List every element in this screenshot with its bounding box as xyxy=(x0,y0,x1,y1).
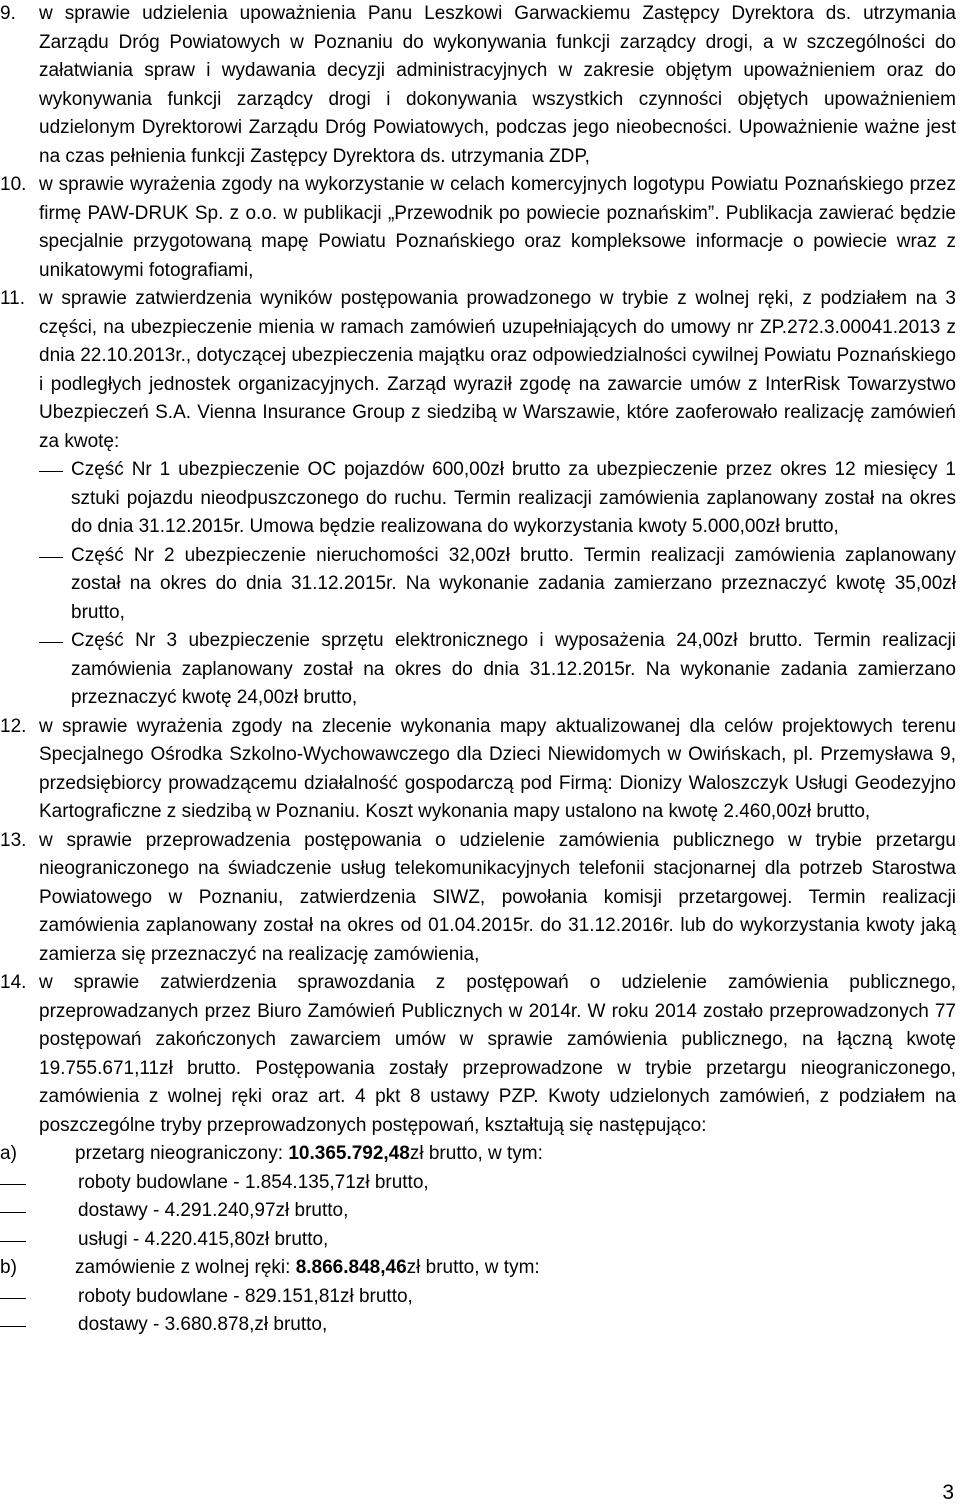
part-item xyxy=(39,456,956,542)
list-item-12 xyxy=(0,713,960,827)
entry-text: dostawy - 4.291.240,97zł brutto, xyxy=(78,1200,349,1221)
dash-bullet-icon xyxy=(39,456,63,485)
breakdown-letter: a) xyxy=(0,1143,17,1164)
item-number: 12. xyxy=(0,715,27,737)
breakdown-entry xyxy=(0,1169,960,1198)
item-text: w sprawie zatwierdzenia wyników postępowania prowadzonego w trybie z wolnej ręki, z podziałem na 3 części, na ubezpieczenie mienia w ramach zamówień uzupełniających do umowy nr ZP.272.3.00041.2013 z dnia 22.10.2013r., dotyczącej ubezpieczenia majątku oraz odpowiedzialności cywilnej Powiatu Poznańskiego i podległych jednostek organizacyjnych. Zarząd wyraził zgodę na zawarcie umów z InterRisk Towarzystwo Ubezpieczeń S.A. Vienna Insurance Group z siedzibą w Warszawie, które zaoferowało realizację zamówień za kwotę: xyxy=(39,288,956,452)
list-item-14 xyxy=(0,969,960,1140)
dash-bullet-icon xyxy=(0,1169,26,1198)
breakdown-letter: b) xyxy=(0,1257,17,1278)
part-item xyxy=(39,542,956,628)
entry-text: usługi - 4.220.415,80zł brutto, xyxy=(78,1228,329,1250)
breakdown-suffix: zł brutto, w tym: xyxy=(406,1257,540,1278)
entry-text: roboty budowlane - 829.151,81zł brutto, xyxy=(78,1285,413,1307)
item-number: 11. xyxy=(0,288,26,309)
breakdown-entry xyxy=(0,1311,960,1340)
entry-text: roboty budowlane - 1.854.135,71zł brutto, xyxy=(78,1171,429,1193)
item-number: 9. xyxy=(0,3,16,24)
item-text: w sprawie przeprowadzenia postępowania o udzielenie zamówienia publicznego w trybie przetargu nieograniczonego na świadczenie usług telekomunikacyjnych telefonii stacjonarnej dla potrzeb Starostwa Powiatowego w Poznaniu, zatwierdzenia SIWZ, powołania komisji przetargowej. Termin realizacji zamówienia zaplanowany został na okres od 01.04.2015r. do 31.12.2016r. lub do wykorzystania kwoty jaką zamierza się przeznaczyć na realizację zamówienia, xyxy=(39,829,956,965)
breakdown-entry xyxy=(0,1226,960,1255)
page-number: 3 xyxy=(942,1480,954,1504)
dash-bullet-icon xyxy=(0,1283,26,1312)
list-item-13 xyxy=(0,827,960,970)
dash-bullet-icon xyxy=(0,1197,26,1226)
item-number: 13. xyxy=(0,829,27,851)
breakdown-amount: 10.365.792,48 xyxy=(288,1143,410,1164)
breakdown-suffix: zł brutto, w tym: xyxy=(409,1143,543,1164)
dash-bullet-icon xyxy=(0,1226,26,1255)
part-text: Część Nr 1 ubezpieczenie OC pojazdów 600,00zł brutto za ubezpieczenie przez okres 12 miesięcy 1 sztuki pojazdu nieodpuszczonego do ruchu. Termin realizacji zamówienia zaplanowany został na okres do dnia 31.12.2015r. Umowa będzie realizowana do wykorzystania kwoty 5.000,00zł brutto, xyxy=(71,459,956,537)
item-number: 14. xyxy=(0,972,27,993)
dash-bullet-icon xyxy=(0,1311,26,1340)
breakdown-label: przetarg nieograniczony: xyxy=(75,1143,289,1164)
list-item-10 xyxy=(0,171,960,285)
breakdown-b xyxy=(0,1254,960,1283)
dash-bullet-icon xyxy=(39,542,63,571)
breakdown-amount: 8.866.848,46 xyxy=(295,1257,407,1278)
part-item xyxy=(39,627,956,713)
breakdown-a xyxy=(0,1140,960,1169)
item-text: w sprawie udzielenia upoważnienia Panu Leszkowi Garwackiemu Zastępcy Dyrektora ds. utrzymania Zarządu Dróg Powiatowych w Poznaniu do wykonywania funkcji zarządcy drogi, a w szczególności do załatwiania spraw i wydawania decyzji administracyjnych w zakresie objętym upoważnieniem oraz do wykonywania funkcji zarządcy drogi i dokonywania wszystkich czynności objętych upoważnieniem udzielonym Dyrektorowi Zarządu Dróg Powiatowych, podczas jego nieobecności. Upoważnienie ważne jest na czas pełnienia funkcji Zastępcy Dyrektora ds. utrzymania ZDP, xyxy=(39,3,956,167)
part-text: Część Nr 3 ubezpieczenie sprzętu elektronicznego i wyposażenia 24,00zł brutto. Termin realizacji zamówienia zaplanowany został na okres do dnia 31.12.2015r. Na wykonanie zadania zamierzano przeznaczyć kwotę 24,00zł brutto, xyxy=(71,630,956,708)
item-text: w sprawie wyrażenia zgody na wykorzystanie w celach komercyjnych logotypu Powiatu Poznańskiego przez firmę PAW-DRUK Sp. z o.o. w publikacji „Przewodnik po powiecie poznańskim”. Publikacja zawierać będzie specjalnie przygotowaną mapę Powiatu Poznańskiego oraz kompleksowe informacje o powiecie wraz z unikatowymi fotografiami, xyxy=(39,174,956,281)
item-text: w sprawie zatwierdzenia sprawozdania z postępowań o udzielenie zamówienia publicznego, przeprowadzanych przez Biuro Zamówień Publicznych w 2014r. W roku 2014 zostało przeprowadzonych 77 postępowań zakończonych zawarciem umów w sprawie zamówienia publicznego, na łączną kwotę 19.755.671,11zł brutto. Postępowania zostały przeprowadzone w trybie przetargu nieograniczonego, zamówienia z wolnej ręki oraz art. 4 pkt 8 ustawy PZP. Kwoty udzielonych zamówień, z podziałem na poszczególne tryby przeprowadzonych postępowań, kształtują się następująco: xyxy=(39,972,956,1136)
list-item-9 xyxy=(0,0,960,171)
item-number: 10. xyxy=(0,174,27,195)
item-text: w sprawie wyrażenia zgody na zlecenie wykonania mapy aktualizowanej dla celów projektowych terenu Specjalnego Ośrodka Szkolno-Wychowawczego dla Dzieci Niewidomych w Owińskach, pl. Przemysława 9, przedsiębiorcy prowadzącemu działalność gospodarczą pod Firmą: Dionizy Waloszczyk Usługi Geodezyjno Kartograficzne z siedzibą w Poznaniu. Koszt wykonania mapy ustalono na kwotę 2.460,00zł brutto, xyxy=(39,715,956,822)
dash-bullet-icon xyxy=(39,627,63,656)
breakdown-label: zamówienie z wolnej ręki: xyxy=(75,1257,296,1278)
part-text: Część Nr 2 ubezpieczenie nieruchomości 32,00zł brutto. Termin realizacji zamówienia zaplanowany został na okres do dnia 31.12.2015r. Na wykonanie zadania zamierzano przeznaczyć kwotę 35,00zł brutto, xyxy=(71,544,956,623)
list-item-11 xyxy=(0,285,960,713)
breakdown-entry xyxy=(0,1197,960,1226)
entry-text: dostawy - 3.680.878,zł brutto, xyxy=(78,1314,328,1335)
breakdown-entry xyxy=(0,1283,960,1312)
